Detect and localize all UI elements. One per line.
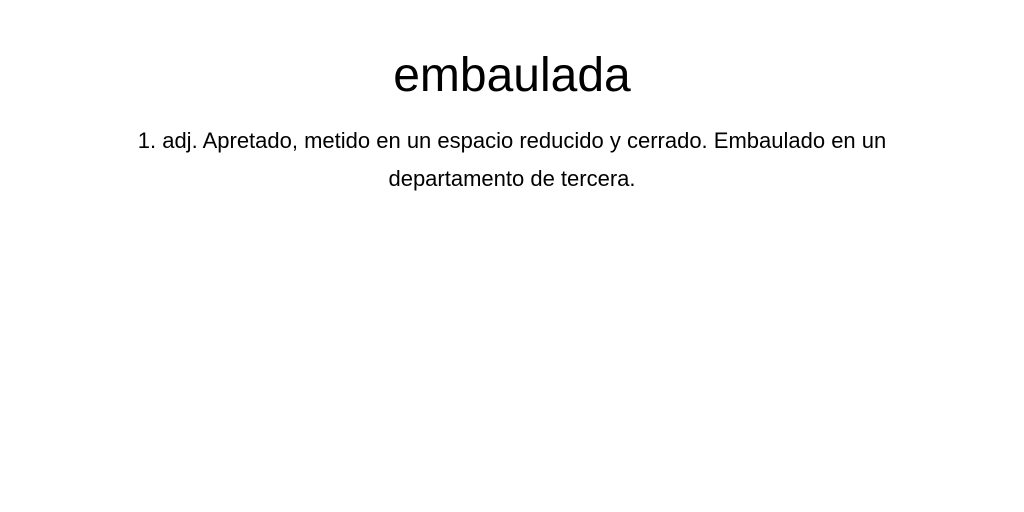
entry-definition: 1. adj. Apretado, metido en un espacio reducido y cerrado. Embaulado en un departamento de tercera. xyxy=(137,128,887,191)
entry-term: embaulada xyxy=(393,49,631,102)
